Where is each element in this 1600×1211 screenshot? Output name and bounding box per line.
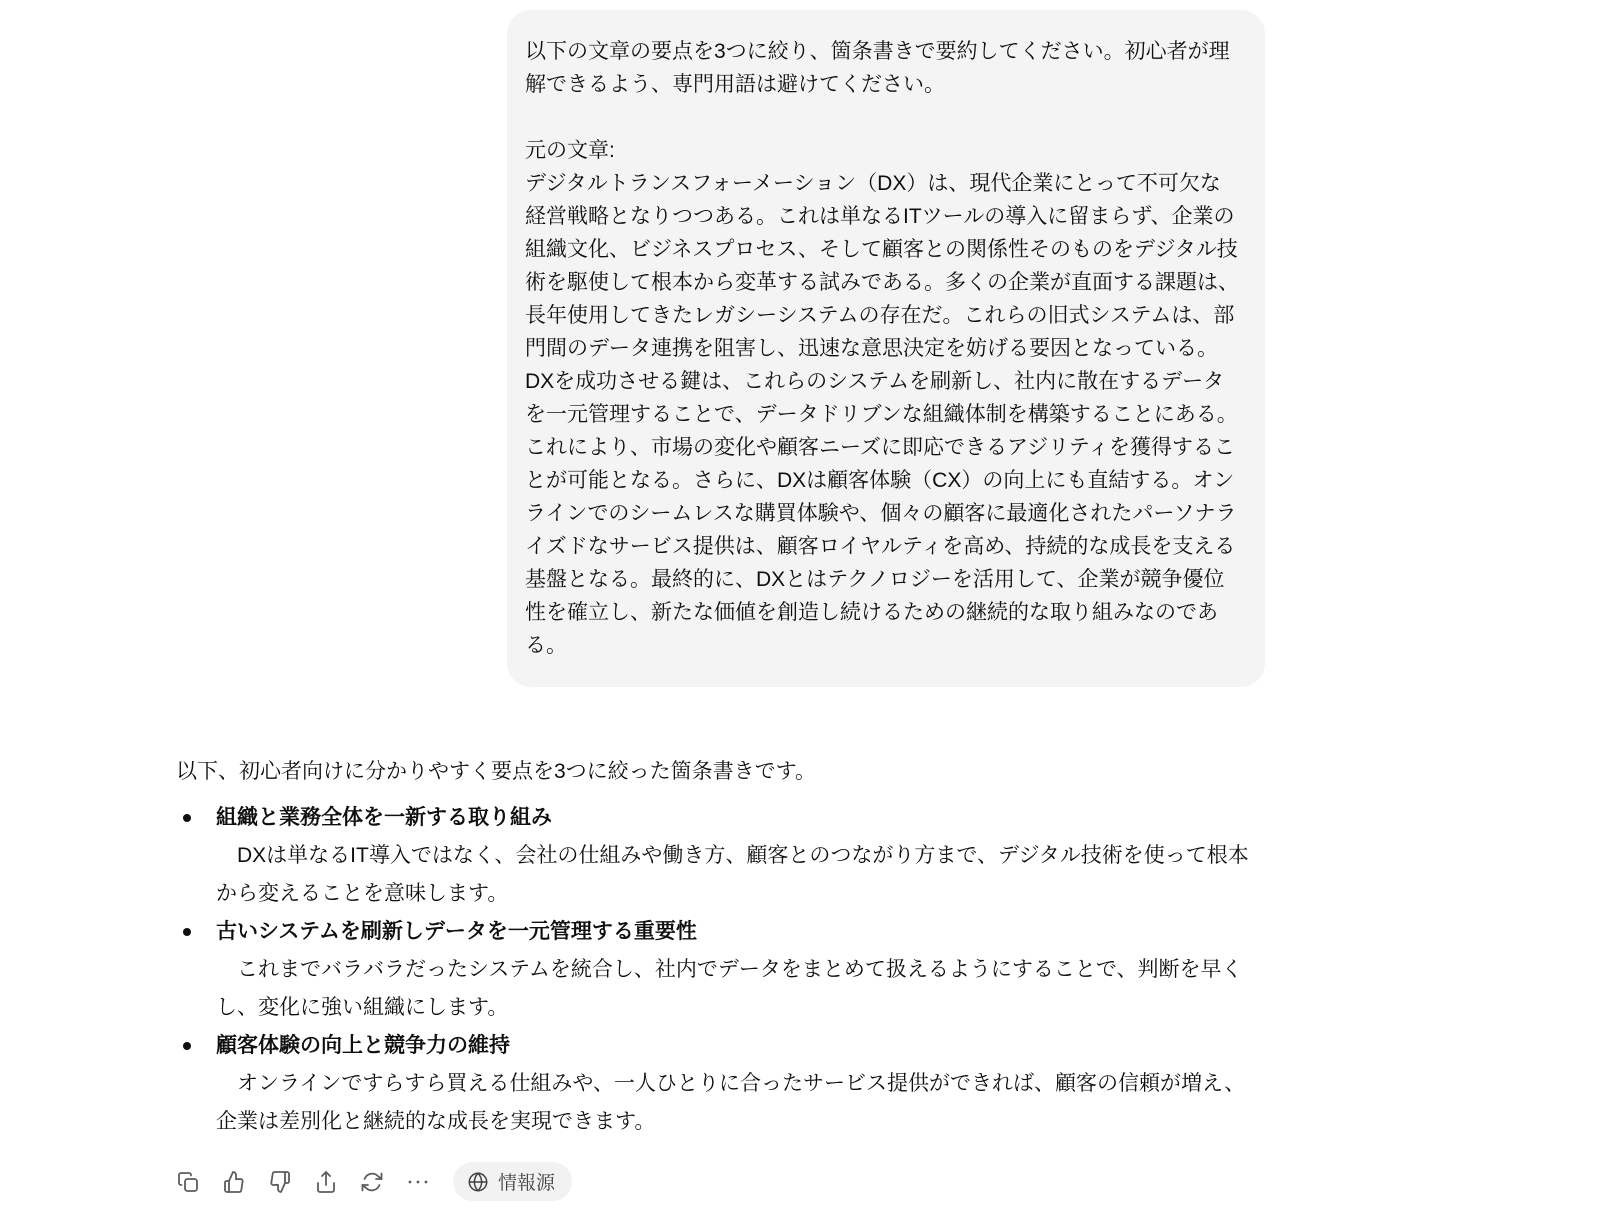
list-item [176, 913, 1265, 1027]
chat-column [173, 10, 1265, 1201]
user-source-label: 元の文章: [525, 139, 615, 162]
sources-button[interactable] [453, 1162, 572, 1201]
summary-bullet-list [176, 799, 1265, 1141]
bullet-title: 顧客体験の向上と競争力の維持 [216, 1034, 510, 1057]
share-icon [314, 1170, 338, 1194]
copy-button[interactable] [175, 1169, 200, 1194]
list-item [176, 1027, 1265, 1141]
user-source-text: デジタルトランスフォーメーション（DX）は、現代企業にとって不可欠な経営戦略となりつつある。これは単なるITツールの導入に留まらず、企業の組織文化、ビジネスプロセス、そして顧客との関係性そのものをデジタル技術を駆使して根本から変革する試みである。多くの企業が直面する課題は、長年使用してきたレガシーシステムの存在だ。これらの旧式システムは、部門間のデータ連携を阻害し、迅速な意思決定を妨げる要因となっている。DXを成功させる鍵は、これらのシステムを刷新し、社内に散在するデータを一元管理することで、データドリブンな組織体制を構築することにある。これにより、市場の変化や顧客ニーズに即応できるアジリティを獲得することが可能となる。さらに、DXは顧客体験（CX）の向上にも直結する。オンラインでのシームレスな購買体験や、個々の顧客に最適化されたパーソナライズドなサービス提供は、顧客ロイヤルティを高め、持続的な成長を支える基盤となる。最終的に、DXとはテクノロジーを活用して、企業が競争優位性を確立し、新たな価値を創造し続けるための継続的な取り組みなのである。 [525, 172, 1239, 657]
more-icon [406, 1170, 430, 1194]
copy-icon [176, 1170, 200, 1194]
assistant-intro-text: 以下、初心者向けに分かりやすく要点を3つに絞った箇条書きです。 [176, 760, 816, 783]
assistant-message [173, 753, 1265, 1201]
bullet-body: オンラインですらすら買える仕組みや、一人ひとりに合ったサービス提供ができれば、顧客の信頼が増え、企業は差別化と継続的な成長を実現できます。 [216, 1072, 1246, 1133]
thumbs-down-button[interactable] [267, 1169, 292, 1194]
bullet-body: DXは単なるIT導入ではなく、会社の仕組みや働き方、顧客とのつながり方まで、デジタル技術を使って根本から変えることを意味します。 [216, 844, 1249, 905]
thumbs-up-button[interactable] [221, 1169, 246, 1194]
user-source-paragraph [525, 134, 1239, 662]
more-options-button[interactable] [405, 1169, 430, 1194]
share-button[interactable] [313, 1169, 338, 1194]
user-instruction-text: 以下の文章の要点を3つに絞り、箇条書きで要約してください。初心者が理解できるよう、専門用語は避けてください。 [525, 40, 1230, 96]
bullet-title: 組織と業務全体を一新する取り組み [216, 806, 552, 829]
sources-button-label: 情報源 [498, 1173, 556, 1194]
bullet-body: これまでバラバラだったシステムを統合し、社内でデータをまとめて扱えるようにすることで、判断を早くし、変化に強い組織にします。 [216, 958, 1243, 1019]
regenerate-button[interactable] [359, 1169, 384, 1194]
regenerate-icon [360, 1170, 384, 1194]
thumbs-down-icon [268, 1170, 292, 1194]
globe-icon [467, 1171, 489, 1193]
thumbs-up-icon [222, 1170, 246, 1194]
user-message-bubble [507, 10, 1265, 687]
list-item [176, 799, 1265, 913]
bullet-title: 古いシステムを刷新しデータを一元管理する重要性 [216, 920, 697, 943]
user-message-row [173, 10, 1265, 687]
message-action-bar [175, 1162, 1265, 1201]
